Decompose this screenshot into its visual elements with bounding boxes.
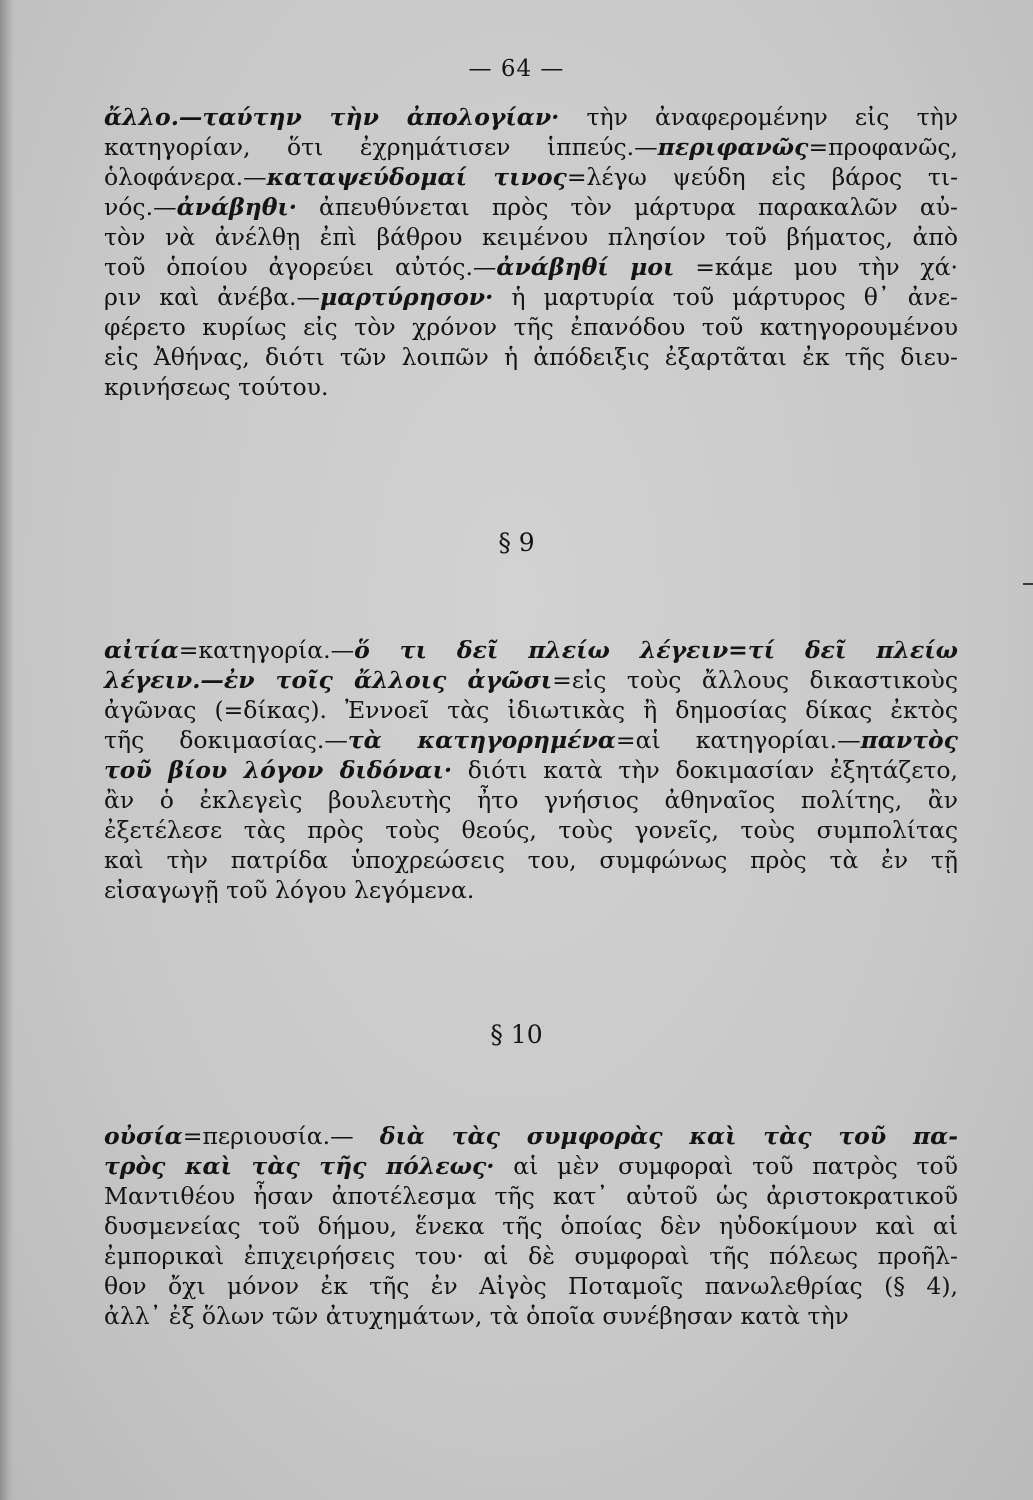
gloss-text: καὶ τὴν πατρίδα ὑποχρεώσεις του, συμφώνως πρὸς τὰ ἐν τῇ: [104, 846, 958, 874]
text-line: [104, 665, 958, 695]
text-line: [104, 1241, 958, 1271]
gloss-text: =περιουσία.—: [182, 1122, 380, 1150]
gloss-text: τοῦ ὁποίου ἀγορεύει αὐτός.—: [104, 253, 497, 281]
gloss-text: εἰς Ἀθήνας, διότι τῶν λοιπῶν ἡ ἀπόδειξις ἐξαρτᾶται ἐκ τῆς διευ-: [104, 343, 958, 371]
gloss-text: =κατηγορία.—: [178, 636, 355, 664]
lemma-term: οὐσία: [104, 1122, 183, 1150]
lemma-term: ἄλλο.—ταύτην τὴν ἀπολογίαν·: [104, 103, 560, 131]
lemma-term: ἀνάβηθι·: [176, 193, 297, 221]
gloss-text: τὸν νὰ ἀνέλθῃ ἐπὶ βάθρου κειμένου πλησίον τοῦ βήματος, ἀπὸ: [104, 223, 958, 251]
lemma-term: λέγειν.—ἐν τοῖς ἄλλοις ἀγῶσι: [104, 666, 553, 694]
text-line: [104, 785, 958, 815]
gloss-text: ριν καὶ ἀνέβα.—: [104, 283, 321, 311]
text-line: [104, 282, 958, 312]
paragraph-commentary-3: [104, 1121, 958, 1331]
edge-mark: [1023, 583, 1033, 585]
gloss-text: διότι κατὰ τὴν δοκιμασίαν ἐξητάζετο,: [452, 756, 959, 784]
lemma-term: τοῦ βίου λόγον διδόναι·: [104, 756, 453, 784]
text-line: [104, 725, 958, 755]
text-line: [104, 222, 958, 252]
gloss-text: ἐξετέλεσε τὰς πρὸς τοὺς θεούς, τοὺς γονεῖς, τοὺς συμπολίτας: [104, 816, 958, 844]
text-line: [104, 695, 958, 725]
text-line: [104, 372, 958, 402]
text-line: [104, 635, 958, 665]
gloss-text: αἱ μὲν συμφοραὶ τοῦ πατρὸς τοῦ: [494, 1152, 958, 1180]
gloss-text: ἀγῶνας (=δίκας). Ἐννοεῖ τὰς ἰδιωτικὰς ἢ δημοσίας δίκας ἐκτὸς: [104, 696, 958, 724]
lemma-term: περιφανῶς: [657, 133, 809, 161]
text-line: [104, 875, 958, 905]
gloss-text: =λέγω ψεύδη εἰς βάρος τι-: [566, 163, 959, 191]
lemma-term: παντὸς: [860, 726, 958, 754]
gloss-text: θον ὄχι μόνον ἐκ τῆς ἐν Αἰγὸς Ποταμοῖς πανωλεθρίας (§ 4),: [104, 1272, 958, 1300]
gloss-text: τῆς δοκιμασίας.—: [104, 726, 348, 754]
page-number: — 64 —: [468, 56, 565, 82]
text-line: [104, 252, 958, 282]
gloss-text: κρινήσεως τούτου.: [104, 373, 329, 401]
lemma-term: αἰτία: [104, 636, 179, 664]
gloss-text: δυσμενείας τοῦ δήμου, ἕνεκα τῆς ὁποίας δὲν ηὐδοκίμουν καὶ αἱ: [104, 1212, 958, 1240]
text-line: [104, 192, 958, 222]
gloss-text: ἡ μαρτυρία τοῦ μάρτυρος θ᾿ ἀνε-: [493, 283, 958, 311]
gloss-text: ἀλλ᾿ ἐξ ὅλων τῶν ἀτυχημάτων, τὰ ὁποῖα συνέβησαν κατὰ τὴν: [104, 1302, 849, 1330]
lemma-term: ὅ τι δεῖ πλείω λέγειν=τί δεῖ πλείω: [354, 636, 958, 664]
page-spine-shadow: [0, 0, 14, 1500]
gloss-text: ἐμπορικαὶ ἐπιχειρήσεις του· αἱ δὲ συμφοραὶ τῆς πόλεως προῆλ-: [104, 1242, 958, 1270]
lemma-term: τρὸς καὶ τὰς τῆς πόλεως·: [104, 1152, 495, 1180]
lemma-term: μαρτύρησον·: [320, 283, 494, 311]
text-line: [104, 312, 958, 342]
text-line: [104, 1121, 958, 1151]
text-line: [104, 815, 958, 845]
paragraph-commentary-2: [104, 635, 958, 905]
text-line: [104, 102, 958, 132]
text-line: [104, 1151, 958, 1181]
gloss-text: ἀπευθύνεται πρὸς τὸν μάρτυρα παρακαλῶν αὐ-: [296, 193, 958, 221]
text-line: [104, 845, 958, 875]
gloss-text: ὁλοφάνερα.—: [104, 163, 267, 191]
text-line: [104, 1181, 958, 1211]
text-line: [104, 132, 958, 162]
gloss-text: εἰσαγωγῇ τοῦ λόγου λεγόμενα.: [104, 876, 475, 904]
gloss-text: =εἰς τοὺς ἄλλους δικαστικοὺς: [552, 666, 958, 694]
text-line: [104, 342, 958, 372]
lemma-term: τὰ κατηγορημένα: [347, 726, 616, 754]
lemma-term: ἀνάβηθί μοι: [496, 253, 675, 281]
lemma-term: καταψεύδομαί τινος: [266, 163, 567, 191]
text-line: [104, 1271, 958, 1301]
gloss-text: =κάμε μου τὴν χά·: [674, 253, 958, 281]
gloss-text: κατηγορίαν, ὅτι ἐχρημάτισεν ἱππεύς.—: [104, 133, 658, 161]
section-heading-9: § 9: [498, 528, 535, 557]
section-heading-10: § 10: [490, 1020, 543, 1049]
gloss-text: Μαντιθέου ἦσαν ἀποτέλεσμα τῆς κατ᾿ αὐτοῦ ὡς ἀριστοκρατικοῦ: [104, 1182, 958, 1210]
gloss-text: φέρετο κυρίως εἰς τὸν χρόνον τῆς ἐπανόδου τοῦ κατηγορουμένου: [104, 313, 958, 341]
gloss-text: τὴν ἀναφερομένην εἰς τὴν: [559, 103, 958, 131]
text-line: [104, 1211, 958, 1241]
gloss-text: νός.—: [104, 193, 177, 221]
gloss-text: =αἱ κατηγορίαι.—: [615, 726, 861, 754]
gloss-text: ἂν ὁ ἐκλεγεὶς βουλευτὴς ἦτο γνήσιος ἀθηναῖος πολίτης, ἂν: [104, 786, 958, 814]
gloss-text: =προφανῶς,: [808, 133, 958, 161]
text-line: [104, 1301, 958, 1331]
text-line: [104, 755, 958, 785]
paragraph-commentary-1: [104, 102, 958, 402]
text-line: [104, 162, 958, 192]
lemma-term: διὰ τὰς συμφορὰς καὶ τὰς τοῦ πα-: [379, 1122, 958, 1150]
